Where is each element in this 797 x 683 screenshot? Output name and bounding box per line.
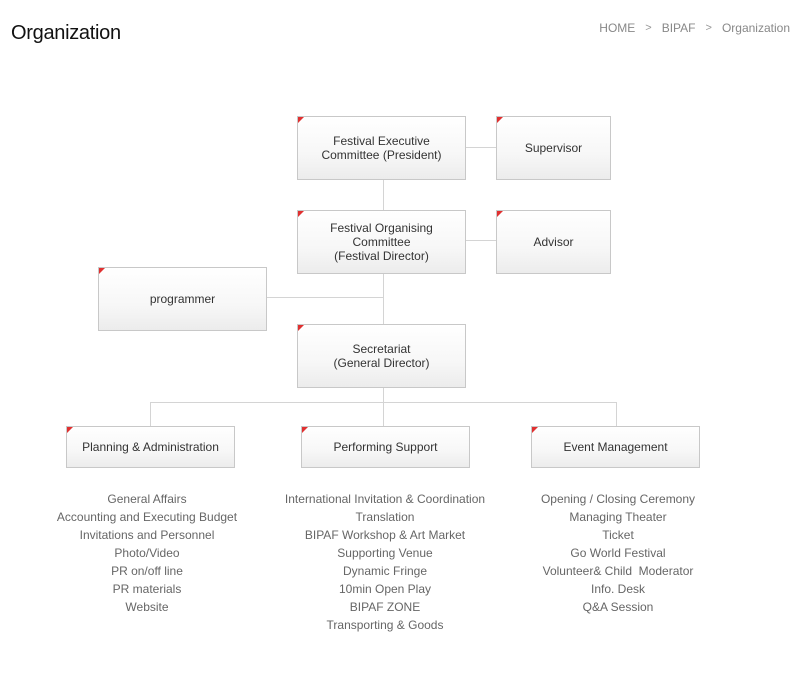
duty-item: Translation (355, 510, 415, 524)
duty-list-planning (32, 490, 262, 616)
breadcrumb-bipaf-link[interactable]: BIPAF (661, 21, 696, 35)
connector-line (266, 297, 384, 298)
organising-committee-box (297, 210, 466, 274)
programmer-label: programmer (149, 292, 216, 306)
duty-item: 10min Open Play (338, 582, 432, 596)
duty-item: Transporting & Goods (326, 618, 444, 632)
department-box-event (531, 426, 700, 468)
breadcrumb-separator-icon: > (645, 22, 652, 34)
department-label: Performing Support (333, 440, 438, 454)
duty-item: Info. Desk (590, 582, 646, 596)
corner-marker-icon (298, 325, 304, 331)
duty-list-performing (270, 490, 500, 634)
duty-item: Go World Festival (570, 546, 666, 560)
programmer-box (98, 267, 267, 331)
supervisor-label: Supervisor (524, 141, 583, 155)
department-box-planning (66, 426, 235, 468)
department-label: Event Management (563, 440, 668, 454)
corner-marker-icon (497, 117, 503, 123)
duty-item: Photo/Video (114, 546, 180, 560)
connector-line (465, 147, 496, 148)
supervisor-box (496, 116, 611, 180)
connector-line (616, 402, 617, 426)
duty-item: General Affairs (107, 492, 187, 506)
page-title: Organization (11, 22, 121, 44)
executive-committee-label: Festival Executive Committee (President) (321, 134, 442, 162)
breadcrumb-home-link[interactable]: HOME (599, 21, 636, 35)
duty-item: BIPAF Workshop & Art Market (304, 528, 466, 542)
duty-item: PR materials (112, 582, 182, 596)
corner-marker-icon (99, 268, 105, 274)
connector-line (383, 402, 384, 426)
duty-item: Supporting Venue (337, 546, 433, 560)
executive-committee-box (297, 116, 466, 180)
duty-item: BIPAF ZONE (349, 600, 421, 614)
duty-item: International Invitation & Coordination (284, 492, 486, 506)
duty-item: Volunteer& Child Moderator (542, 564, 694, 578)
connector-line (150, 402, 151, 426)
breadcrumb-current: Organization (721, 21, 790, 35)
duty-item: Ticket (602, 528, 634, 542)
duty-item: Invitations and Personnel (79, 528, 215, 542)
corner-marker-icon (67, 427, 73, 433)
breadcrumb-separator-icon: > (705, 22, 712, 34)
organising-committee-label: Festival Organising Committee (Festival Director) (330, 221, 433, 263)
connector-line (465, 240, 496, 241)
corner-marker-icon (302, 427, 308, 433)
secretariat-label: Secretariat (General Director) (333, 342, 430, 370)
corner-marker-icon (298, 211, 304, 217)
corner-marker-icon (532, 427, 538, 433)
department-box-performing (301, 426, 470, 468)
breadcrumb (599, 21, 790, 35)
duty-item: Accounting and Executing Budget (56, 510, 238, 524)
duty-item: Website (125, 600, 169, 614)
department-label: Planning & Administration (82, 440, 219, 454)
duty-item: Opening / Closing Ceremony (540, 492, 696, 506)
secretariat-box (297, 324, 466, 388)
advisor-label: Advisor (533, 235, 574, 249)
duty-item: Dynamic Fringe (342, 564, 428, 578)
duty-list-event (503, 490, 733, 616)
duty-item: Managing Theater (569, 510, 667, 524)
advisor-box (496, 210, 611, 274)
duty-item: PR on/off line (111, 564, 183, 578)
corner-marker-icon (298, 117, 304, 123)
duty-item: Q&A Session (582, 600, 654, 614)
corner-marker-icon (497, 211, 503, 217)
